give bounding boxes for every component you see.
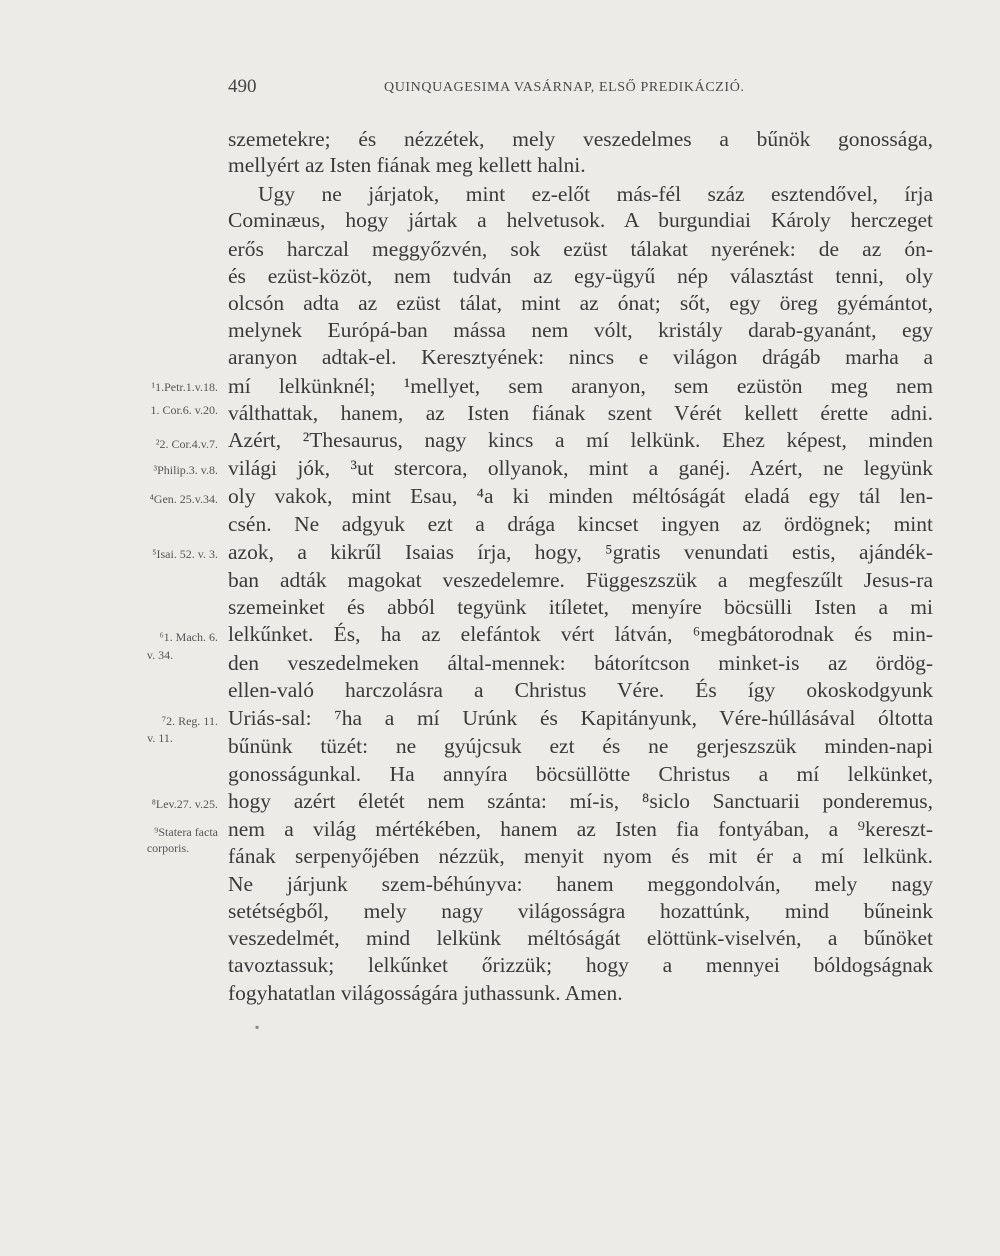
body-line: fának serpenyőjében nézzük, menyit nyom és mit ér a mí lelkünk.	[228, 844, 933, 868]
body-line: nem a világ mértékében, hanem az Isten fia fontyában, a ⁹kereszt-	[228, 817, 933, 841]
margin-note: corporis.	[146, 841, 190, 855]
body-line: azok, a kikrűl Isaias írja, hogy, ⁵gratis venundati estis, ajándék-	[228, 540, 933, 564]
ink-mark: ▪	[255, 1020, 260, 1034]
body-line: Cominæus, hogy jártak a helvetusok. A burgundiai Károly herczeget	[228, 208, 933, 232]
margin-note: v. 11.	[147, 731, 173, 745]
body-line: hogy azért életét nem szánta: mí-is, ⁸siclo Sanctuarii ponderemus,	[228, 789, 933, 813]
body-line: den veszedelmeken által-mennek: bátorítcson minket-is az ördög-	[228, 651, 933, 675]
margin-note: ¹1.Petr.1.v.18.	[151, 380, 218, 394]
body-line: mí lelkünknél; ¹mellyet, sem aranyon, sem ezüstön meg nem	[228, 374, 933, 398]
body-line: Ugy ne járjatok, mint ez-előt más-fél száz esztendővel, írja	[258, 182, 933, 206]
margin-note: ⁷2. Reg. 11.	[161, 714, 218, 728]
margin-note: v. 34.	[146, 648, 174, 662]
body-line: mellyért az Isten fiának meg kellett halni.	[228, 153, 586, 177]
body-line: erős harczal meggyőzvén, sok ezüst tálakat nyerének: de az ón-	[228, 237, 933, 261]
margin-note: ⁶1. Mach. 6.	[159, 630, 218, 644]
body-line: lelkűnket. És, ha az elefántok vért látván, ⁶megbátorodnak és min-	[228, 622, 933, 646]
page-header	[228, 76, 768, 104]
body-line: és ezüst-közöt, nem tudván az egy-ügyű nép választást tenni, oly	[228, 264, 933, 288]
body-line: bűnünk tüzét: ne gyújcsuk ezt és ne gerjeszszük minden-napi	[228, 734, 933, 758]
margin-note: ⁴Gen. 25.v.34.	[149, 492, 218, 506]
margin-note: ³Philip.3. v.8.	[153, 463, 218, 477]
body-line: szemeinket és abból tegyünk itíletet, menyíre böcsülli Isten a mi	[228, 595, 933, 619]
margin-note: ²2. Cor.4.v.7.	[155, 437, 218, 451]
margin-note: ⁸Lev.27. v.25.	[151, 797, 218, 811]
margin-note: ⁵Isai. 52. v. 3.	[152, 547, 218, 561]
body-line: világi jók, ³ut stercora, ollyanok, mint a ganéj. Azért, ne legyünk	[228, 456, 933, 480]
body-line: fogyhatatlan világosságára juthassunk. Amen.	[228, 981, 623, 1005]
body-line: ban adták magokat veszedelemre. Függeszszük a megfeszűlt Jesus-ra	[228, 568, 933, 592]
body-line: oly vakok, mint Esau, ⁴a ki minden méltóságát eladá egy tál len-	[228, 484, 933, 508]
body-line: csén. Ne adgyuk ezt a drága kincset ingyen az ördögnek; mint	[228, 512, 933, 536]
body-line: aranyon adtak-el. Keresztyének: nincs e világon drágáb marha a	[228, 345, 933, 369]
body-line: Ne járjunk szem-béhúnyva: hanem meggondolván, mely nagy	[228, 872, 933, 896]
body-line: setétségből, mely nagy világosságra hozattúnk, mind bűneink	[228, 899, 933, 923]
body-line: veszedelmét, mind lelkünk méltóságát elöttünk-viselvén, a bűnöket	[228, 926, 933, 950]
page-number: 490	[228, 76, 257, 97]
body-line: melynek Európá-ban mássa nem vólt, kristály darab-gyanánt, egy	[228, 318, 933, 342]
running-title: QUINQUAGESIMA VASÁRNAP, ELSŐ PREDIKÁCZIÓ.	[384, 80, 745, 95]
body-line: olcsón adta az ezüst tálat, mint az ónat; sőt, egy öreg gyémántot,	[228, 291, 933, 315]
body-line: szemetekre; és nézzétek, mely veszedelmes a bűnök gonossága,	[228, 127, 933, 151]
body-line: gonosságunkal. Ha annyíra böcsüllötte Christus a mí lelkünket,	[228, 762, 933, 786]
body-line: tavoztassuk; lelkűnket őrizzük; hogy a mennyei bóldogságnak	[228, 953, 933, 977]
margin-note: ⁹Statera facta	[154, 825, 218, 839]
body-line: Uriás-sal: ⁷ha a mí Urúnk és Kapitányunk, Vére-húllásával óltotta	[228, 706, 933, 730]
margin-note: 1. Cor.6. v.20.	[150, 403, 218, 417]
body-line: válthattak, hanem, az Isten fiának szent Vérét kellett érette adni.	[228, 401, 933, 425]
body-line: ellen-való harczolásra a Christus Vére. És így okoskodgyunk	[228, 678, 933, 702]
body-line: Azért, ²Thesaurus, nagy kincs a mí lelkünk. Ehez képest, minden	[228, 428, 933, 452]
